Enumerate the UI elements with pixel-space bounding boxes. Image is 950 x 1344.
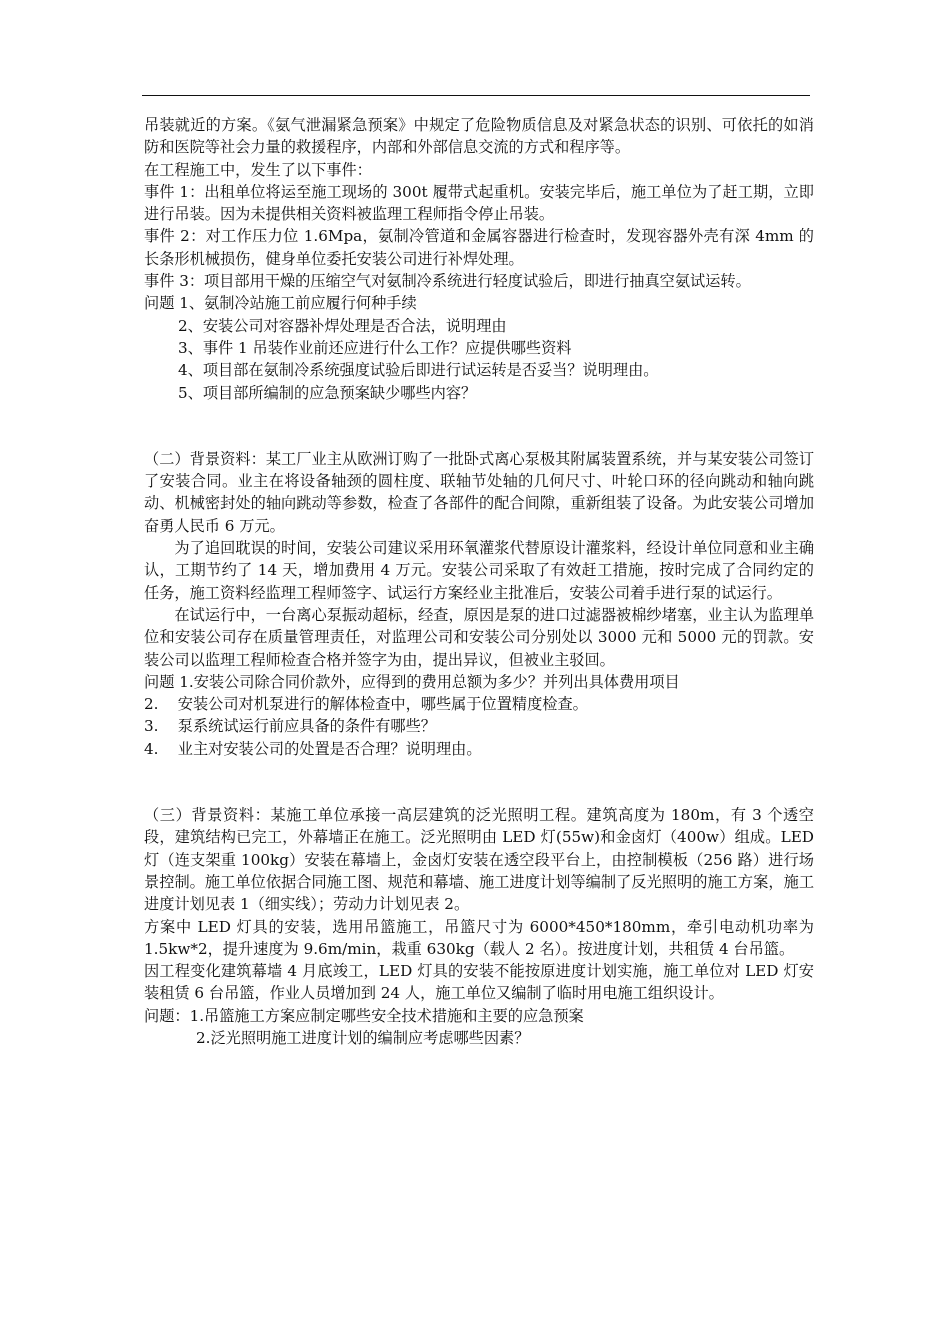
question-item: 问题 1.安装公司除合同价款外，应得到的费用总额为多少？并列出具体费用项目 <box>144 672 680 691</box>
header-rule <box>142 95 810 96</box>
document-body <box>144 114 814 1049</box>
paragraph: （三）背景资料：某施工单位承接一高层建筑的泛光照明工程。建筑高度为 180m，有 3 个透空段，建筑结构已完工，外幕墙正在施工。泛光照明由 LED 灯(55w)和金卤灯（400w）组成。LED 灯（连支架重 100kg）安装在幕墙上，金卤灯安装在透空段平台上，由控制模板（256 路）进行场景控制。施工单位依据合同施工图、规范和幕墙、施工进度计划等编制了反光照明的施工方案，施工进度计划见表 1（细实线）；劳动力计划见表 2。 <box>144 806 814 914</box>
question-item: 问题 1、氨制冷站施工前应履行何种手续 <box>144 294 417 313</box>
paragraph: （二）背景资料：某工厂业主从欧洲订购了一批卧式离心泵极其附属装置系统，并与某安装公司签订了安装合同。业主在将设备轴颈的圆柱度、联轴节处轴的几何尺寸、叶轮口环的径向跳动和轴向跳动、机械密封处的轴向跳动等参数，检查了各部件的配合间隙，重新组装了设备。为此安装公司增加奋勇人民币 6 万元。 <box>144 449 814 535</box>
paragraph: 事件 3：项目部用干燥的压缩空气对氨制冷系统进行轻度试验后，即进行抽真空氨试运转。 <box>144 272 751 291</box>
question-item: 3. 泵系统试运行前应具备的条件有哪些？ <box>144 717 436 736</box>
paragraph: 因工程变化建筑幕墙 4 月底竣工，LED 灯具的安装不能按原进度计划实施，施工单位对 LED 灯安装租赁 6 台吊篮，作业人员增加到 24 人，施工单位又编制了临时用电施工组织设计。 <box>144 962 814 1003</box>
paragraph: 为了追回耽误的时间，安装公司建议采用环氧灌浆代替原设计灌浆料，经设计单位同意和业主确认，工期节约了 14 天，增加费用 4 万元。安装公司采取了有效赶工措施，按时完成了合同约定的任务，施工资料经监理工程师签字、试运行方案经业主批准后，安装公司着手进行泵的试运行。 <box>144 539 814 602</box>
question-item: 3、事件 1 吊装作业前还应进行什么工作？应提供哪些资料 <box>178 338 572 357</box>
question-item: 2、安装公司对容器补焊处理是否合法，说明理由 <box>178 316 507 335</box>
paragraph: 在工程施工中，发生了以下事件： <box>144 160 372 179</box>
paragraph: 事件 2：对工作压力位 1.6Mpa，氨制冷管道和金属容器进行检查时，发现容器外壳有深 4mm 的长条形机械损伤，健身单位委托安装公司进行补焊处理。 <box>144 227 814 268</box>
question-item: 5、项目部所编制的应急预案缺少哪些内容？ <box>178 383 477 402</box>
paragraph: 吊装就近的方案。《氨气泄漏紧急预案》中规定了危险物质信息及对紧急状态的识别、可依托的如消防和医院等社会力量的救援程序，内部和外部信息交流的方式和程序等。 <box>144 116 814 157</box>
paragraph: 方案中 LED 灯具的安装，选用吊篮施工，吊篮尺寸为 6000*450*180mm，牵引电动机功率为 1.5kw*2，提升速度为 9.6m/min，栽重 630kg（载人 2 名）。按进度计划，共租赁 4 台吊篮。 <box>144 917 814 958</box>
question-item: 问题：1.吊篮施工方案应制定哪些安全技术措施和主要的应急预案 <box>144 1006 584 1025</box>
section-gap <box>144 760 814 804</box>
section-gap <box>144 404 814 448</box>
question-item: 2.泛光照明施工进度计划的编制应考虑哪些因素？ <box>196 1028 530 1047</box>
paragraph: 事件 1：出租单位将运至施工现场的 300t 履带式起重机。安装完毕后，施工单位为了赶工期，立即进行吊装。因为未提供相关资料被监理工程师指令停止吊装。 <box>144 182 814 224</box>
question-item: 4、项目部在氨制冷系统强度试验后即进行试运转是否妥当？说明理由。 <box>178 361 659 380</box>
question-item: 4. 业主对安装公司的处置是否合理？说明理由。 <box>144 739 482 758</box>
question-item: 2. 安装公司对机泵进行的解体检查中，哪些属于位置精度检查。 <box>144 695 588 714</box>
paragraph: 在试运行中，一台离心泵振动超标，经查，原因是泵的进口过滤器被棉纱堵塞，业主认为监理单位和安装公司存在质量管理责任，对监理公司和安装公司分别处以 3000 元和 5000 元的罚款。安装公司以监理工程师检查合格并签字为由，提出异议，但被业主驳回。 <box>144 605 814 669</box>
